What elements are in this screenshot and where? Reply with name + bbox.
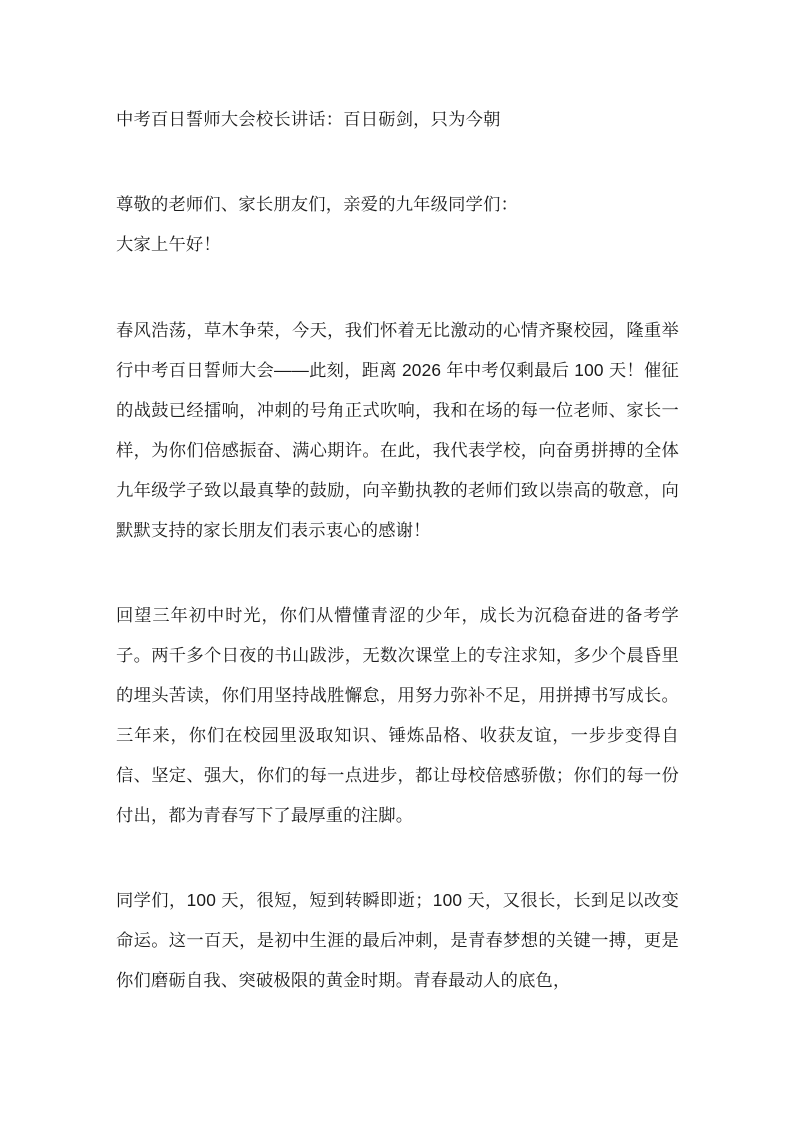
greeting-line: 大家上午好！: [116, 235, 221, 255]
body-paragraph-2: 回望三年初中时光，你们从懵懂青涩的少年，成长为沉稳奋进的备考学子。两千多个日夜的书山跋涉，无数次课堂上的专注求知，多少个晨昏里的埋头苦读，你们用坚持战胜懈怠，用努力弥补不足，用拼搏书写成长。三年来，你们在校园里汲取知识、锤炼品格、收获友谊，一步步变得自信、坚定、强大，你们的每一点进步，都让母校倍感骄傲；你们的每一份付出，都为青春写下了最厚重的注脚。: [116, 605, 679, 825]
salutation-line: 尊敬的老师们、家长朋友们，亲爱的九年级同学们：: [116, 195, 519, 215]
document-body: [116, 100, 679, 1000]
body-paragraph-1: 春风浩荡，草木争荣，今天，我们怀着无比激动的心情齐聚校园，隆重举行中考百日誓师大会——此刻，距离 2026 年中考仅剩最后 100 天！催征的战鼓已经擂响，冲刺的号角正式吹响，我和在场的每一位老师、家长一样，为你们倍感振奋、满心期许。在此，我代表学校，向奋勇拼搏的全体九年级学子致以最真挚的鼓励，向辛勤执教的老师们致以崇高的敬意，向默默支持的家长朋友们表示衷心的感谢！: [116, 320, 679, 540]
spacer-after-paragraph-2: [116, 835, 679, 880]
spacer-after-paragraph-1: [116, 550, 679, 595]
body-paragraph-3: 同学们，100 天，很短，短到转瞬即逝；100 天，又很长，长到足以改变命运。这一百天，是初中生涯的最后冲刺，是青春梦想的关键一搏，更是你们磨砺自我、突破极限的黄金时期。青春最动人的底色，: [116, 890, 679, 990]
spacer-after-title: [116, 140, 679, 185]
spacer-after-greeting: [116, 265, 679, 310]
document-title: 中考百日誓师大会校长讲话：百日砺剑，只为今朝: [116, 110, 501, 130]
